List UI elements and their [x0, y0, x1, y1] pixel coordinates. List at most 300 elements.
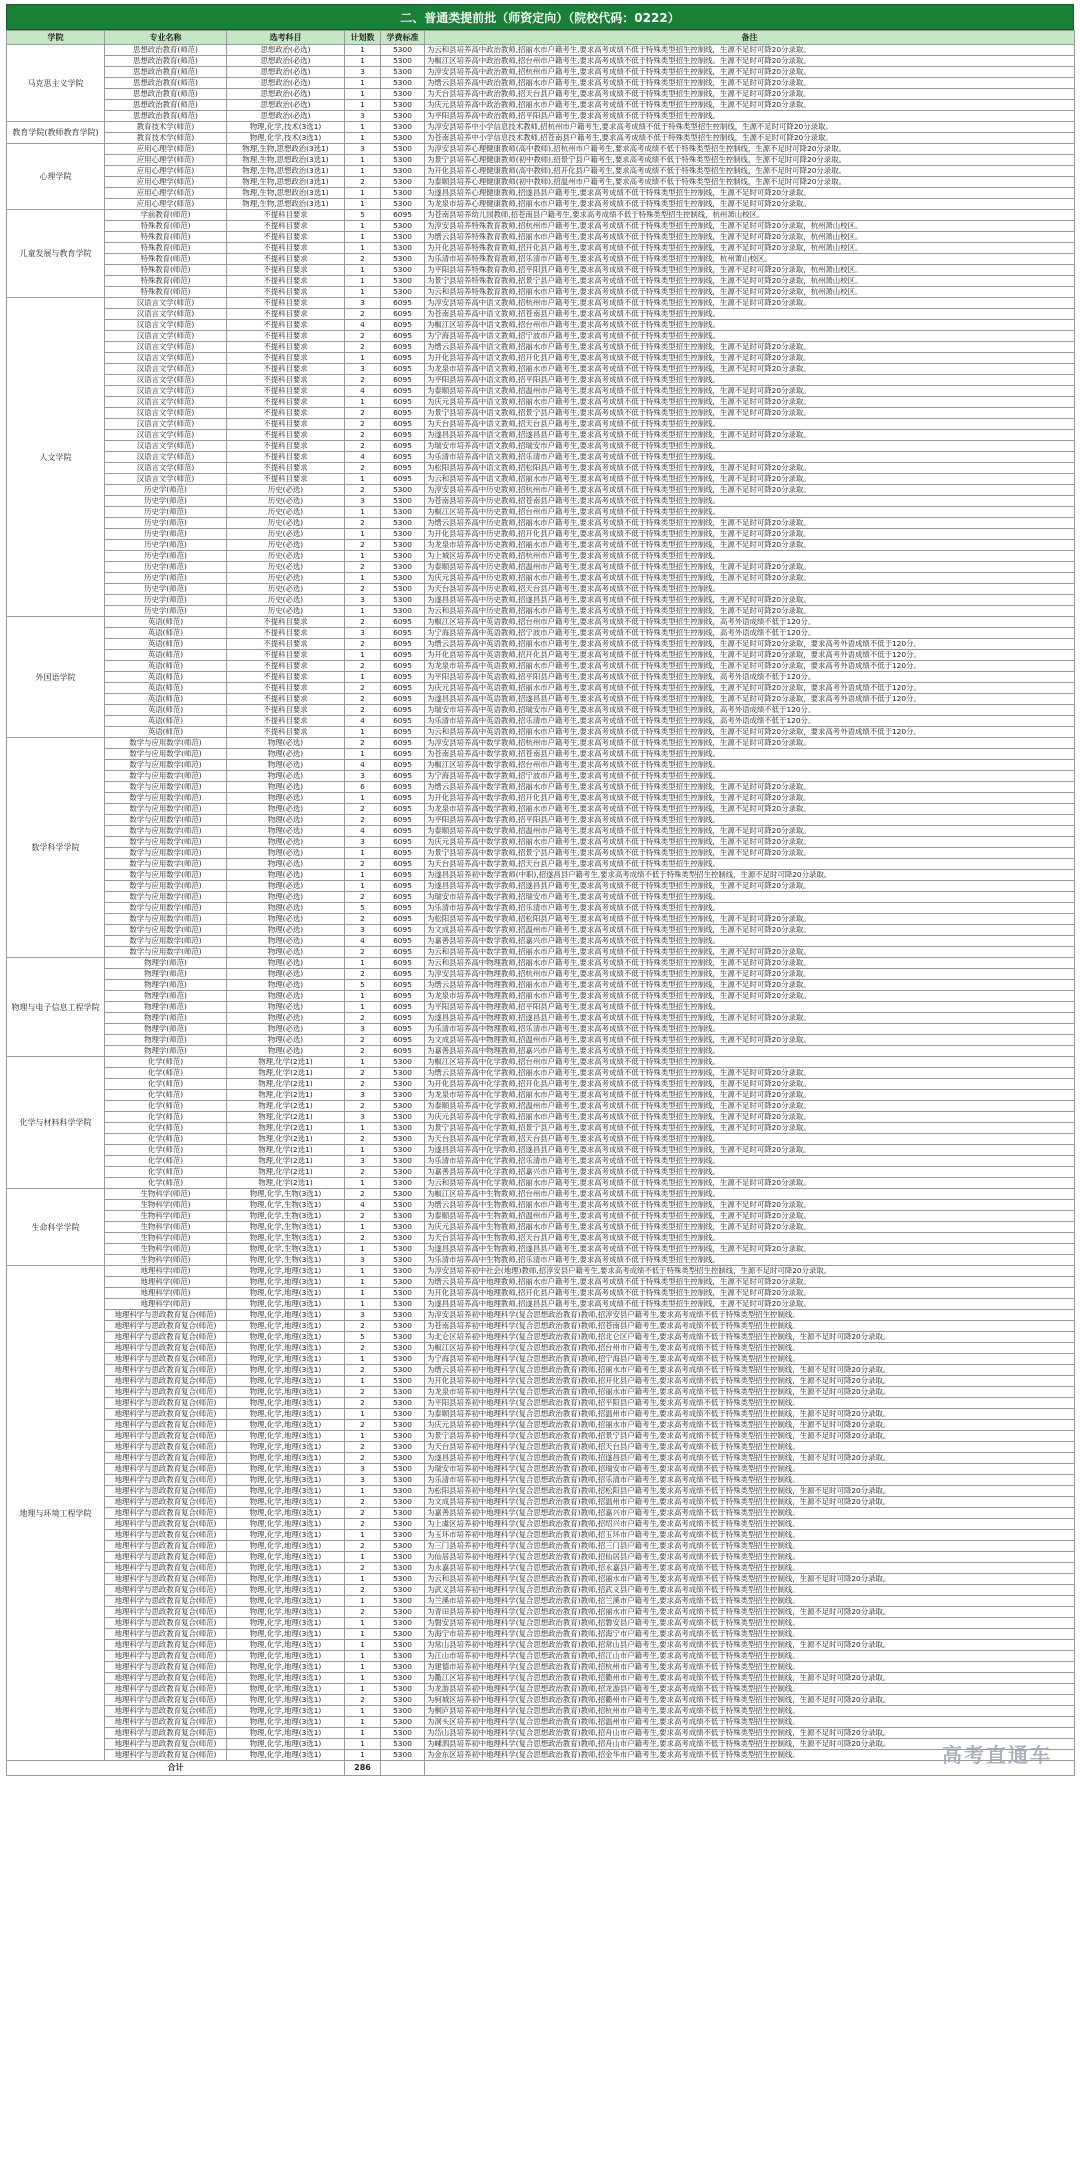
- cell-remarks: 为遂昌县培养初中地理科学(复合思想政治教育)教师,招遂昌县户籍考生,要求高考成绩不低于特殊类型招生控制线，生源不足时可降20分录取。: [425, 1453, 1075, 1464]
- cell-major: 地理科学与思政教育复合(师范): [105, 1354, 227, 1365]
- cell-subjects: 不提科目要求: [227, 716, 345, 727]
- cell-remarks: 为嵊泗县培养初中地理科学(复合思想政治教育)教师,招舟山市户籍考生,要求高考成绩不低于特殊类型招生控制线，生源不足时可降20分录取。: [425, 1739, 1075, 1750]
- cell-major: 特殊教育(师范): [105, 276, 227, 287]
- table-row: [7, 1079, 1075, 1090]
- cell-major: 化学(师范): [105, 1156, 227, 1167]
- cell-subjects: 物理,化学,生物(3选1): [227, 1255, 345, 1266]
- cell-plan-count: 1: [345, 166, 381, 177]
- cell-tuition: 5300: [381, 122, 425, 133]
- cell-subjects: 物理,化学,地理(3选1): [227, 1640, 345, 1651]
- cell-plan-count: 2: [345, 859, 381, 870]
- cell-plan-count: 1: [345, 397, 381, 408]
- cell-tuition: 6095: [381, 1002, 425, 1013]
- cell-subjects: 物理,化学,地理(3选1): [227, 1365, 345, 1376]
- cell-major: 地理科学与思政教育复合(师范): [105, 1343, 227, 1354]
- cell-plan-count: 2: [345, 617, 381, 628]
- cell-tuition: 5300: [381, 144, 425, 155]
- cell-remarks: 为淳安县培养特殊教育教师,招杭州市户籍考生,要求高考成绩不低于特殊类型招生控制线，生源不足时可降20分录取，杭州萧山校区。: [425, 221, 1075, 232]
- cell-subjects: 不提科目要求: [227, 694, 345, 705]
- cell-remarks: 为龙泉市培养初中地理科学(复合思想政治教育)教师,招丽水市户籍考生,要求高考成绩不低于特殊类型招生控制线，生源不足时可降20分录取。: [425, 1387, 1075, 1398]
- table-row: [7, 716, 1075, 727]
- cell-remarks: 为江山市培养初中地理科学(复合思想政治教育)教师,招江山市户籍考生,要求高考成绩不低于特殊类型招生控制线。: [425, 1651, 1075, 1662]
- cell-tuition: 6095: [381, 881, 425, 892]
- cell-remarks: 为嘉善县培养高中化学教师,招嘉兴市户籍考生,要求高考成绩不低于特殊类型招生控制线。: [425, 1167, 1075, 1178]
- cell-tuition: 5300: [381, 1596, 425, 1607]
- table-row: [7, 1541, 1075, 1552]
- cell-major: 地理科学与思政教育复合(师范): [105, 1508, 227, 1519]
- cell-tuition: 6095: [381, 848, 425, 859]
- cell-plan-count: 2: [345, 177, 381, 188]
- cell-major: 地理科学(师范): [105, 1288, 227, 1299]
- cell-major: 历史学(师范): [105, 606, 227, 617]
- cell-major: 地理科学与思政教育复合(师范): [105, 1739, 227, 1750]
- cell-subjects: 不提科目要求: [227, 683, 345, 694]
- cell-major: 思想政治教育(师范): [105, 111, 227, 122]
- cell-subjects: 物理,化学(2选1): [227, 1134, 345, 1145]
- cell-subjects: 物理,化学,地理(3选1): [227, 1585, 345, 1596]
- cell-subjects: 物理(必选): [227, 1002, 345, 1013]
- cell-tuition: 6095: [381, 628, 425, 639]
- cell-remarks: 为景宁县培养高中语文教师,招景宁县户籍考生,要求高考成绩不低于特殊类型招生控制线，生源不足时可降20分录取。: [425, 408, 1075, 419]
- cell-plan-count: 1: [345, 1684, 381, 1695]
- table-row: [7, 1046, 1075, 1057]
- table-row: [7, 507, 1075, 518]
- cell-major: 数学与应用数学(师范): [105, 936, 227, 947]
- cell-remarks: 为衢江区培养初中地理科学(复合思想政治教育)教师,招衢州市户籍考生,要求高考成绩不低于特殊类型招生控制线，生源不足时可降20分录取。: [425, 1673, 1075, 1684]
- table-row: [7, 760, 1075, 771]
- cell-remarks: 为泰顺县培养高中数学教师,招温州市户籍考生,要求高考成绩不低于特殊类型招生控制线，生源不足时可降20分录取。: [425, 826, 1075, 837]
- cell-major: 地理科学与思政教育复合(师范): [105, 1420, 227, 1431]
- cell-remarks: 为天台县培养高中政治教师,招天台县户籍考生,要求高考成绩不低于特殊类型招生控制线，生源不足时可降20分录取。: [425, 89, 1075, 100]
- cell-subjects: 不提科目要求: [227, 463, 345, 474]
- cell-subjects: 历史(必选): [227, 496, 345, 507]
- cell-major: 汉语言文学(师范): [105, 386, 227, 397]
- cell-subjects: 物理,化学,地理(3选1): [227, 1508, 345, 1519]
- cell-plan-count: 2: [345, 1233, 381, 1244]
- cell-remarks: 为北仑区培养初中地理科学(复合思想政治教育)教师,招北仑区户籍考生,要求高考成绩不低于特殊类型招生控制线，生源不足时可降20分录取。: [425, 1332, 1075, 1343]
- cell-remarks: 为开化县培养初中地理科学(复合思想政治教育)教师,招开化县户籍考生,要求高考成绩不低于特殊类型招生控制线，生源不足时可降20分录取。: [425, 1376, 1075, 1387]
- cell-remarks: 为椒江区培养高中数学教师,招台州市户籍考生,要求高考成绩不低于特殊类型招生控制线。: [425, 760, 1075, 771]
- cell-plan-count: 1: [345, 221, 381, 232]
- table-row: [7, 551, 1075, 562]
- cell-major: 化学(师范): [105, 1134, 227, 1145]
- cell-remarks: 为开化县培养高中英语教师,招开化县户籍考生,要求高考成绩不低于特殊类型招生控制线，生源不足时可降20分录取，要求高考外语成绩不低于120分。: [425, 650, 1075, 661]
- cell-remarks: 为平阳县培养高中物理教师,招平阳县户籍考生,要求高考成绩不低于特殊类型招生控制线。: [425, 1002, 1075, 1013]
- cell-plan-count: 1: [345, 606, 381, 617]
- cell-plan-count: 2: [345, 518, 381, 529]
- cell-tuition: 5300: [381, 1552, 425, 1563]
- table-row: [7, 397, 1075, 408]
- cell-subjects: 物理(必选): [227, 749, 345, 760]
- cell-tuition: 6095: [381, 452, 425, 463]
- total-value: 286: [345, 1761, 381, 1776]
- cell-tuition: 6095: [381, 1024, 425, 1035]
- cell-tuition: 5300: [381, 1288, 425, 1299]
- cell-subjects: 物理,化学,地理(3选1): [227, 1299, 345, 1310]
- cell-major: 汉语言文学(师范): [105, 441, 227, 452]
- cell-tuition: 6095: [381, 705, 425, 716]
- header-major: 专业名称: [105, 31, 227, 45]
- cell-remarks: 为椒江区培养高中政治教师,招台州市户籍考生,要求高考成绩不低于特殊类型招生控制线。生源不足时可降20分录取。: [425, 56, 1075, 67]
- cell-major: 地理科学与思政教育复合(师范): [105, 1552, 227, 1563]
- cell-major: 地理科学与思政教育复合(师范): [105, 1519, 227, 1530]
- cell-remarks: 为乐清市培养高中英语教师,招乐清市户籍考生,要求高考成绩不低于特殊类型招生控制线，高考外语成绩不低于120分。: [425, 716, 1075, 727]
- cell-tuition: 5300: [381, 78, 425, 89]
- cell-tuition: 5300: [381, 1497, 425, 1508]
- table-row: [7, 782, 1075, 793]
- cell-plan-count: 1: [345, 1376, 381, 1387]
- cell-remarks: 为椒江区培养高中化学教师,招台州市户籍考生,要求高考成绩不低于特殊类型招生控制线。: [425, 1057, 1075, 1068]
- cell-remarks: 为缙云县培养高中英语教师,招丽水市户籍考生,要求高考成绩不低于特殊类型招生控制线，生源不足时可降20分录取，要求高考外语成绩不低于120分。: [425, 639, 1075, 650]
- table-row: [7, 1585, 1075, 1596]
- cell-remarks: 为宁海县培养高中语文教师,招宁波市户籍考生,要求高考成绩不低于特殊类型招生控制线。: [425, 331, 1075, 342]
- college-name: 教育学院(教师教育学院): [7, 122, 105, 144]
- table-row: [7, 705, 1075, 716]
- college-name: 外国语学院: [7, 617, 105, 738]
- cell-subjects: 不提科目要求: [227, 672, 345, 683]
- cell-subjects: 物理,化学,地理(3选1): [227, 1519, 345, 1530]
- cell-plan-count: 3: [345, 771, 381, 782]
- cell-subjects: 物理(必选): [227, 738, 345, 749]
- cell-plan-count: 3: [345, 144, 381, 155]
- cell-plan-count: 3: [345, 67, 381, 78]
- cell-subjects: 物理(必选): [227, 892, 345, 903]
- cell-major: 汉语言文学(师范): [105, 397, 227, 408]
- cell-remarks: 为天台县培养高中数学教师,招天台县户籍考生,要求高考成绩不低于特殊类型招生控制线。: [425, 859, 1075, 870]
- cell-subjects: 历史(必选): [227, 595, 345, 606]
- table-row: [7, 1090, 1075, 1101]
- cell-subjects: 物理(必选): [227, 969, 345, 980]
- cell-tuition: 6095: [381, 782, 425, 793]
- college-name: 生命科学学院: [7, 1189, 105, 1266]
- table-row: [7, 309, 1075, 320]
- cell-major: 英语(师范): [105, 628, 227, 639]
- cell-plan-count: 1: [345, 1640, 381, 1651]
- cell-plan-count: 1: [345, 1002, 381, 1013]
- cell-plan-count: 2: [345, 1453, 381, 1464]
- cell-subjects: 历史(必选): [227, 529, 345, 540]
- cell-remarks: 为遂昌县培养高中地理教师,招遂昌县户籍考生,要求高考成绩不低于特殊类型招生控制线，生源不足时可降20分录取。: [425, 1299, 1075, 1310]
- cell-subjects: 物理,化学,地理(3选1): [227, 1618, 345, 1629]
- cell-plan-count: 1: [345, 749, 381, 760]
- cell-subjects: 不提科目要求: [227, 353, 345, 364]
- cell-subjects: 物理(必选): [227, 1024, 345, 1035]
- table-row: [7, 1398, 1075, 1409]
- cell-plan-count: 1: [345, 155, 381, 166]
- cell-remarks: 为龙泉市培养心理健康教师,招丽水市户籍考生,要求高考成绩不低于特殊类型招生控制线，生源不足时可降20分录取。: [425, 199, 1075, 210]
- cell-subjects: 物理,化学,地理(3选1): [227, 1398, 345, 1409]
- cell-plan-count: 1: [345, 353, 381, 364]
- cell-remarks: 为天台县培养高中化学教师,招天台县户籍考生,要求高考成绩不低于特殊类型招生控制线。: [425, 1134, 1075, 1145]
- cell-subjects: 物理,化学,地理(3选1): [227, 1684, 345, 1695]
- table-row: [7, 1156, 1075, 1167]
- table-row: [7, 947, 1075, 958]
- cell-remarks: 为武义县培养初中地理科学(复合思想政治教育)教师,招武义县户籍考生,要求高考成绩不低于特殊类型招生控制线。: [425, 1585, 1075, 1596]
- table-row: [7, 892, 1075, 903]
- cell-subjects: 思想政治(必选): [227, 56, 345, 67]
- table-row: [7, 738, 1075, 749]
- cell-subjects: 物理,化学(2选1): [227, 1123, 345, 1134]
- cell-subjects: 不提科目要求: [227, 727, 345, 738]
- cell-plan-count: 2: [345, 892, 381, 903]
- cell-major: 地理科学与思政教育复合(师范): [105, 1618, 227, 1629]
- cell-plan-count: 2: [345, 562, 381, 573]
- table-row: [7, 78, 1075, 89]
- cell-major: 汉语言文学(师范): [105, 452, 227, 463]
- table-row: [7, 870, 1075, 881]
- cell-plan-count: 1: [345, 1222, 381, 1233]
- cell-subjects: 物理,化学,地理(3选1): [227, 1354, 345, 1365]
- cell-plan-count: 2: [345, 1398, 381, 1409]
- cell-remarks: 为缙云县培养特殊教育教师,招丽水市户籍考生,要求高考成绩不低于特殊类型招生控制线，生源不足时可降20分录取，杭州萧山校区。: [425, 232, 1075, 243]
- cell-subjects: 物理(必选): [227, 958, 345, 969]
- cell-major: 生物科学(师范): [105, 1211, 227, 1222]
- cell-plan-count: 1: [345, 1178, 381, 1189]
- cell-remarks: 为景宁县培养心理健康教师(初中教师),招景宁县户籍考生,要求高考成绩不低于特殊类型招生控制线，生源不足时可降20分录取。: [425, 155, 1075, 166]
- cell-subjects: 不提科目要求: [227, 265, 345, 276]
- cell-plan-count: 2: [345, 1563, 381, 1574]
- cell-major: 英语(师范): [105, 617, 227, 628]
- cell-tuition: 6095: [381, 661, 425, 672]
- cell-major: 生物科学(师范): [105, 1189, 227, 1200]
- cell-major: 生物科学(师范): [105, 1222, 227, 1233]
- cell-remarks: 为开化县培养高中数学教师,招开化县户籍考生,要求高考成绩不低于特殊类型招生控制线，生源不足时可降20分录取。: [425, 793, 1075, 804]
- table-row: [7, 1464, 1075, 1475]
- cell-subjects: 物理,化学,技术(3选1): [227, 133, 345, 144]
- admission-table: [6, 30, 1075, 1776]
- cell-remarks: 为遂昌县培养高中化学教师,招遂昌县户籍考生,要求高考成绩不低于特殊类型招生控制线，生源不足时可降20分录取。: [425, 1145, 1075, 1156]
- cell-plan-count: 2: [345, 1079, 381, 1090]
- cell-major: 历史学(师范): [105, 573, 227, 584]
- cell-subjects: 物理,化学,地理(3选1): [227, 1717, 345, 1728]
- table-row: [7, 1431, 1075, 1442]
- cell-subjects: 思想政治(必选): [227, 89, 345, 100]
- cell-remarks: 为龙泉市培养高中语文教师,招丽水市户籍考生,要求高考成绩不低于特殊类型招生控制线，生源不足时可降20分录取。: [425, 364, 1075, 375]
- cell-subjects: 物理(必选): [227, 760, 345, 771]
- cell-tuition: 5300: [381, 1112, 425, 1123]
- cell-major: 汉语言文学(师范): [105, 342, 227, 353]
- cell-tuition: 6095: [381, 364, 425, 375]
- cell-tuition: 6095: [381, 672, 425, 683]
- cell-major: 物理学(师范): [105, 980, 227, 991]
- cell-major: 数学与应用数学(师范): [105, 881, 227, 892]
- cell-plan-count: 2: [345, 1013, 381, 1024]
- table-row: [7, 771, 1075, 782]
- cell-subjects: 物理(必选): [227, 804, 345, 815]
- cell-major: 数学与应用数学(师范): [105, 925, 227, 936]
- cell-plan-count: 1: [345, 133, 381, 144]
- cell-plan-count: 2: [345, 1189, 381, 1200]
- cell-remarks: 为建德市培养初中地理科学(复合思想政治教育)教师,招杭州市户籍考生,要求高考成绩不低于特殊类型招生控制线。: [425, 1662, 1075, 1673]
- cell-major: 汉语言文学(师范): [105, 364, 227, 375]
- cell-plan-count: 1: [345, 870, 381, 881]
- cell-subjects: 思想政治(必选): [227, 78, 345, 89]
- cell-remarks: 为瑞安市培养高中英语教师,招瑞安市户籍考生,要求高考成绩不低于特殊类型招生控制线，高考外语成绩不低于120分。: [425, 705, 1075, 716]
- cell-plan-count: 1: [345, 188, 381, 199]
- cell-plan-count: 2: [345, 1585, 381, 1596]
- table-row: [7, 595, 1075, 606]
- cell-plan-count: 3: [345, 1310, 381, 1321]
- cell-tuition: 5300: [381, 496, 425, 507]
- cell-subjects: 不提科目要求: [227, 309, 345, 320]
- table-row: [7, 1673, 1075, 1684]
- cell-plan-count: 3: [345, 1255, 381, 1266]
- table-row: [7, 1321, 1075, 1332]
- cell-tuition: 5300: [381, 1464, 425, 1475]
- cell-remarks: 为遂昌县培养高中生物教师,招遂昌县户籍考生,要求高考成绩不低于特殊类型招生控制线，生源不足时可降20分录取。: [425, 1244, 1075, 1255]
- cell-tuition: 5300: [381, 1442, 425, 1453]
- cell-tuition: 5300: [381, 1343, 425, 1354]
- cell-major: 英语(师范): [105, 716, 227, 727]
- table-row: [7, 991, 1075, 1002]
- cell-remarks: 为淳安县培养初中社会(地理)教师,招淳安县户籍考生,要求高考成绩不低于特殊类型招生控制线，生源不足时可降20分录取。: [425, 1266, 1075, 1277]
- cell-tuition: 5300: [381, 1211, 425, 1222]
- table-row: [7, 89, 1075, 100]
- cell-major: 地理科学与思政教育复合(师范): [105, 1376, 227, 1387]
- table-row: [7, 1596, 1075, 1607]
- cell-subjects: 不提科目要求: [227, 628, 345, 639]
- cell-major: 汉语言文学(师范): [105, 309, 227, 320]
- cell-remarks: 为上城区培养高中历史教师,招杭州市户籍考生,要求高考成绩不低于特殊类型招生控制线。: [425, 551, 1075, 562]
- cell-remarks: 为宁海县培养高中数学教师,招宁波市户籍考生,要求高考成绩不低于特殊类型招生控制线。: [425, 771, 1075, 782]
- table-row: [7, 958, 1075, 969]
- admission-plan-sheet: [6, 4, 1074, 1776]
- cell-major: 地理科学与思政教育复合(师范): [105, 1464, 227, 1475]
- cell-tuition: 5300: [381, 606, 425, 617]
- cell-subjects: 不提科目要求: [227, 331, 345, 342]
- cell-plan-count: 1: [345, 1123, 381, 1134]
- cell-plan-count: 1: [345, 573, 381, 584]
- cell-remarks: 为泰顺县培养高中生物教师,招温州市户籍考生,要求高考成绩不低于特殊类型招生控制线，生源不足时可降20分录取。: [425, 1211, 1075, 1222]
- cell-plan-count: 1: [345, 78, 381, 89]
- table-row: [7, 221, 1075, 232]
- table-row: [7, 1629, 1075, 1640]
- cell-plan-count: 3: [345, 1464, 381, 1475]
- cell-tuition: 5300: [381, 232, 425, 243]
- cell-major: 地理科学与思政教育复合(师范): [105, 1563, 227, 1574]
- cell-major: 化学(师范): [105, 1101, 227, 1112]
- table-row: [7, 1255, 1075, 1266]
- cell-major: 化学(师范): [105, 1079, 227, 1090]
- cell-subjects: 历史(必选): [227, 518, 345, 529]
- cell-major: 数学与应用数学(师范): [105, 771, 227, 782]
- college-name: 儿童发展与教育学院: [7, 210, 105, 298]
- table-row: [7, 1706, 1075, 1717]
- table-row: [7, 639, 1075, 650]
- cell-remarks: 为天台县培养高中历史教师,招天台县户籍考生,要求高考成绩不低于特殊类型招生控制线。: [425, 584, 1075, 595]
- cell-subjects: 不提科目要求: [227, 705, 345, 716]
- cell-major: 数学与应用数学(师范): [105, 760, 227, 771]
- cell-plan-count: 1: [345, 474, 381, 485]
- cell-tuition: 5300: [381, 1101, 425, 1112]
- cell-tuition: 5300: [381, 573, 425, 584]
- cell-subjects: 思想政治(必选): [227, 67, 345, 78]
- cell-subjects: 物理,化学,地理(3选1): [227, 1596, 345, 1607]
- cell-subjects: 物理(必选): [227, 936, 345, 947]
- cell-tuition: 5300: [381, 507, 425, 518]
- cell-plan-count: 1: [345, 793, 381, 804]
- table-body: [7, 45, 1075, 1761]
- table-row: [7, 1024, 1075, 1035]
- cell-tuition: 6095: [381, 837, 425, 848]
- cell-remarks: 为龙泉市培养高中化学教师,招丽水市户籍考生,要求高考成绩不低于特殊类型招生控制线，生源不足时可降20分录取。: [425, 1090, 1075, 1101]
- cell-major: 汉语言文学(师范): [105, 474, 227, 485]
- cell-tuition: 6095: [381, 353, 425, 364]
- table-row: [7, 331, 1075, 342]
- cell-plan-count: 3: [345, 837, 381, 848]
- cell-tuition: 5300: [381, 540, 425, 551]
- header-row: [7, 31, 1075, 45]
- table-row: [7, 573, 1075, 584]
- cell-major: 汉语言文学(师范): [105, 463, 227, 474]
- cell-major: 数学与应用数学(师范): [105, 892, 227, 903]
- cell-remarks: 为苍南县培养高中语文教师,招苍南县户籍考生,要求高考成绩不低于特殊类型招生控制线。: [425, 309, 1075, 320]
- cell-remarks: 为瑞安市培养高中数学教师,招瑞安市户籍考生,要求高考成绩不低于特殊类型招生控制线。: [425, 892, 1075, 903]
- cell-remarks: 为遂昌县培养心理健康教师,招遂昌县户籍考生,要求高考成绩不低于特殊类型招生控制线，生源不足时可降20分录取。: [425, 188, 1075, 199]
- cell-major: 地理科学与思政教育复合(师范): [105, 1453, 227, 1464]
- cell-remarks: 为遂昌县培养高中英语教师,招遂昌县户籍考生,要求高考成绩不低于特殊类型招生控制线，生源不足时可降20分录取，要求高考外语成绩不低于120分。: [425, 694, 1075, 705]
- cell-tuition: 6095: [381, 397, 425, 408]
- cell-subjects: 思想政治(必选): [227, 45, 345, 56]
- cell-remarks: 为缙云县培养高中物理教师,招丽水市户籍考生,要求高考成绩不低于特殊类型招生控制线，生源不足时可降20分录取。: [425, 980, 1075, 991]
- table-row: [7, 881, 1075, 892]
- cell-tuition: 6095: [381, 210, 425, 221]
- cell-subjects: 不提科目要求: [227, 661, 345, 672]
- cell-plan-count: 1: [345, 1706, 381, 1717]
- table-row: [7, 1497, 1075, 1508]
- table-row: [7, 452, 1075, 463]
- cell-remarks: 为淳安县培养高中物理教师,招杭州市户籍考生,要求高考成绩不低于特殊类型招生控制线，生源不足时可降20分录取。: [425, 969, 1075, 980]
- table-row: [7, 386, 1075, 397]
- cell-subjects: 不提科目要求: [227, 441, 345, 452]
- cell-major: 汉语言文学(师范): [105, 353, 227, 364]
- cell-remarks: 为遂昌县培养高中数学教师,招遂昌县户籍考生,要求高考成绩不低于特殊类型招生控制线，生源不足时可降20分录取。: [425, 881, 1075, 892]
- cell-subjects: 思想政治(必选): [227, 111, 345, 122]
- cell-subjects: 思想政治(必选): [227, 100, 345, 111]
- cell-tuition: 5300: [381, 1123, 425, 1134]
- cell-major: 思想政治教育(师范): [105, 67, 227, 78]
- table-row: [7, 133, 1075, 144]
- table-row: [7, 936, 1075, 947]
- cell-tuition: 5300: [381, 1167, 425, 1178]
- cell-remarks: 为泰顺县培养高中历史教师,招温州市户籍考生,要求高考成绩不低于特殊类型招生控制线，生源不足时可降20分录取。: [425, 562, 1075, 573]
- cell-tuition: 5300: [381, 1651, 425, 1662]
- cell-subjects: 物理,化学(2选1): [227, 1145, 345, 1156]
- cell-remarks: 为遂昌县培养高中历史教师,招遂昌县户籍考生,要求高考成绩不低于特殊类型招生控制线，生源不足时可降20分录取。: [425, 595, 1075, 606]
- cell-remarks: 为开化县培养特殊教育教师,招开化县户籍考生,要求高考成绩不低于特殊类型招生控制线，生源不足时可降20分录取，杭州萧山校区。: [425, 243, 1075, 254]
- cell-major: 数学与应用数学(师范): [105, 848, 227, 859]
- cell-plan-count: 3: [345, 1024, 381, 1035]
- college-name: 地理与环境工程学院: [7, 1266, 105, 1761]
- cell-subjects: 物理,化学(2选1): [227, 1112, 345, 1123]
- college-name: 物理与电子信息工程学院: [7, 958, 105, 1057]
- cell-remarks: 为开化县培养高中地理教师,招开化县户籍考生,要求高考成绩不低于特殊类型招生控制线，生源不足时可降20分录取。: [425, 1288, 1075, 1299]
- cell-plan-count: 2: [345, 1046, 381, 1057]
- cell-remarks: 为瑞安市培养初中地理科学(复合思想政治教育)教师,招瑞安市户籍考生,要求高考成绩不低于特殊类型招生控制线。: [425, 1464, 1075, 1475]
- cell-remarks: 为云和县培养初中地理科学(复合思想政治教育)教师,招丽水市户籍考生,要求高考成绩不低于特殊类型招生控制线，生源不足时可降20分录取。: [425, 1574, 1075, 1585]
- cell-subjects: 物理,化学,地理(3选1): [227, 1431, 345, 1442]
- table-row: [7, 243, 1075, 254]
- cell-tuition: 6095: [381, 1046, 425, 1057]
- cell-plan-count: 4: [345, 760, 381, 771]
- cell-plan-count: 1: [345, 551, 381, 562]
- table-row: [7, 1013, 1075, 1024]
- table-row: [7, 980, 1075, 991]
- cell-tuition: 6095: [381, 980, 425, 991]
- cell-remarks: 为淳安县培养高中语文教师,招杭州市户籍考生,要求高考成绩不低于特殊类型招生控制线，生源不足时可降20分录取。: [425, 298, 1075, 309]
- cell-subjects: 不提科目要求: [227, 254, 345, 265]
- table-row: [7, 210, 1075, 221]
